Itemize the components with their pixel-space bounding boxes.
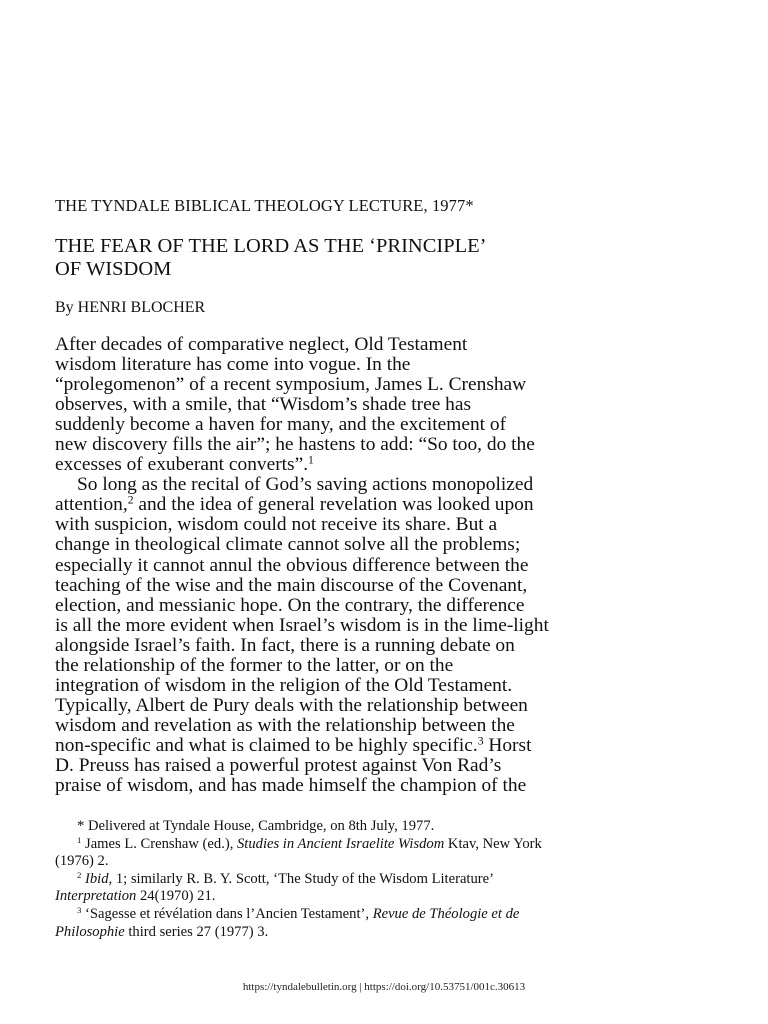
footnote-1 <box>55 836 735 871</box>
body-line <box>55 495 735 515</box>
note-ref-3: 3 <box>477 734 484 748</box>
footnote-3 <box>55 906 735 941</box>
footnote-2-line-2 <box>55 888 735 906</box>
footnote-3-journal: Revue de Théologie et de <box>372 905 520 922</box>
body-line: alongside Israel’s faith. In fact, there is a running debate on <box>55 634 515 656</box>
footnote-1-line-1 <box>55 836 735 854</box>
footnote-2-number: 2 <box>77 869 82 880</box>
body-line: observes, with a smile, that “Wisdom’s shade tree has <box>55 394 472 416</box>
footnote-2-ibid: Ibid, <box>81 870 113 887</box>
body-line: is all the more evident when Israel’s wisdom is in the lime-light <box>55 614 549 636</box>
footnote-2 <box>55 871 735 906</box>
footnote-3-journal-cont: Philosophie <box>55 923 125 940</box>
footnote-2-line-1 <box>55 871 735 889</box>
body-line: Typically, Albert de Pury deals with the relationship between <box>55 694 528 716</box>
body-text <box>55 335 735 796</box>
body-line-text: non-specific and what is claimed to be highly specific. <box>55 734 478 756</box>
body-line-text: and the idea of general revelation was looked upon <box>133 494 534 516</box>
footnote-1-book-title: Studies in Ancient Israelite Wisdom <box>237 835 445 852</box>
note-ref-1: 1 <box>308 453 314 467</box>
footnote-1-line-2: (1976) 2. <box>55 853 109 870</box>
body-line: praise of wisdom, and has made himself the champion of the <box>55 775 527 797</box>
body-line: After decades of comparative neglect, Old Testament <box>55 334 468 355</box>
footnote-star: * Delivered at Tyndale House, Cambridge, on 8th July, 1977. <box>77 818 435 834</box>
article-title-line-1: THE FEAR OF THE LORD AS THE ‘PRINCIPLE’ <box>55 235 487 257</box>
body-line: So long as the recital of God’s saving actions monopolized <box>77 474 534 496</box>
body-line: change in theological climate cannot solve all the problems; <box>55 534 521 556</box>
body-line: election, and messianic hope. On the contrary, the difference <box>55 594 525 616</box>
body-line: the relationship of the former to the latter, or on the <box>55 654 454 676</box>
footnote-2-text: 1; similarly R. B. Y. Scott, ‘The Study of the Wisdom Literature’ <box>112 870 494 887</box>
article-title <box>55 235 715 281</box>
footnote-3-line-1 <box>55 906 735 924</box>
body-line-text: attention, <box>55 494 128 516</box>
footnote-1-number: 1 <box>77 834 82 845</box>
byline: By HENRI BLOCHER <box>55 299 206 316</box>
footnote-3-citation: third series 27 (1977) 3. <box>124 923 269 940</box>
article-title-line-2: OF WISDOM <box>55 258 172 280</box>
doi-footer[interactable]: https://tyndalebulletin.org | https://doi.org/10.53751/001c.30613 <box>242 981 526 993</box>
body-line: “prolegomenon” of a recent symposium, James L. Crenshaw <box>55 374 527 396</box>
note-ref-2: 2 <box>127 493 134 507</box>
body-line <box>55 736 735 756</box>
body-line-text: Horst <box>483 734 532 756</box>
footnote-2-citation: 24(1970) 21. <box>136 888 216 905</box>
footnotes <box>55 818 735 941</box>
body-line: especially it cannot annul the obvious difference between the <box>55 554 529 576</box>
body-line: with suspicion, wisdom could not receive its share. But a <box>55 514 498 536</box>
body-line: D. Preuss has raised a powerful protest against Von Rad’s <box>55 754 502 776</box>
footnote-1-publisher: Ktav, New York <box>444 835 542 852</box>
body-line: wisdom and revelation as with the relationship between the <box>55 714 515 736</box>
body-line: wisdom literature has come into vogue. In the <box>55 354 411 376</box>
footnote-2-journal: Interpretation <box>55 888 137 905</box>
body-line: new discovery fills the air”; he hastens to add: “So too, do the <box>55 434 535 456</box>
body-line: suddenly become a haven for many, and the excitement of <box>55 414 507 436</box>
footnote-3-number: 3 <box>77 905 82 916</box>
body-line: integration of wisdom in the religion of the Old Testament. <box>55 674 513 696</box>
body-line: teaching of the wise and the main discourse of the Covenant, <box>55 574 528 596</box>
lecture-title: THE TYNDALE BIBLICAL THEOLOGY LECTURE, 1977* <box>55 196 474 215</box>
footnote-1-text: James L. Crenshaw (ed.), <box>81 835 237 852</box>
footnote-3-line-2 <box>55 924 735 942</box>
body-line-text: excesses of exuberant converts”. <box>55 454 309 476</box>
footnote-3-text: ‘Sagesse et révélation dans l’Ancien Testament’, <box>81 905 373 922</box>
body-line <box>55 455 735 475</box>
